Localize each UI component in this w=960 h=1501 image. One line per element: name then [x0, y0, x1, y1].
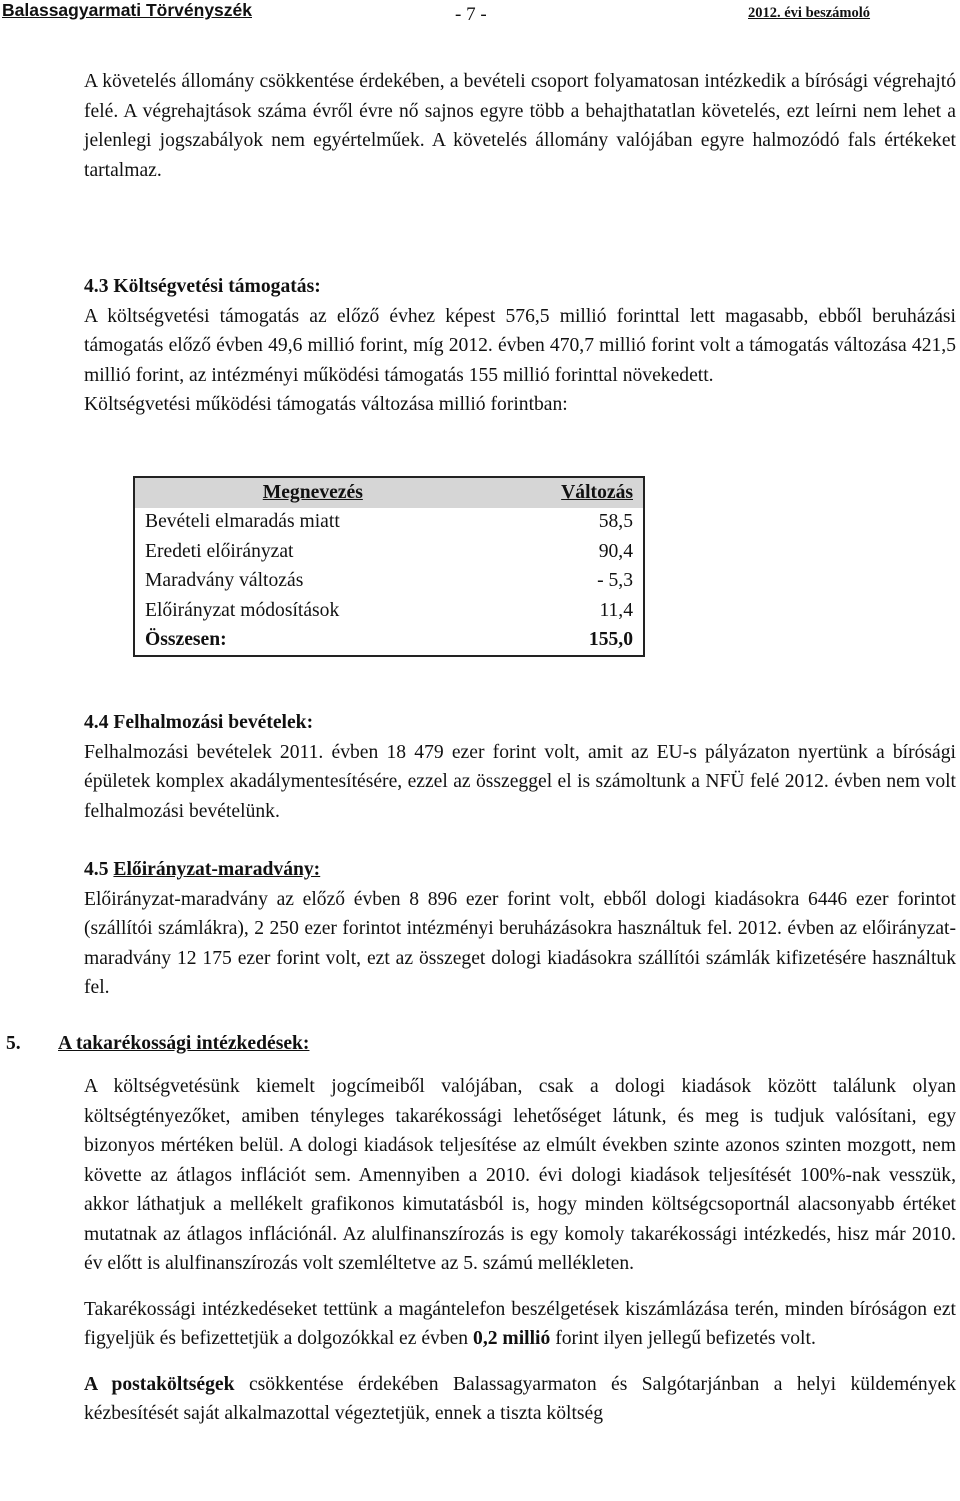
table-row	[134, 537, 644, 567]
section-4-3-paragraph: A költségvetési támogatás az előző évhez képest 576,5 millió forinttal lett magasabb, ebből beruházási támogatás előző évben 49,6 millió forint, míg 2012. évben 470,7 millió forint volt a támogatás változása 421,5 millió forint, az intézményi működési támogatás 155 millió forinttal növekedett.	[84, 305, 956, 386]
total-value: 155,0	[588, 629, 633, 651]
postage-text: csökkentése érdekében Balassagyarmaton és Salgótarjánban a helyi küldemények kézbesítését saját alkalmazottal végeztetjük, ennek a tiszta költség	[84, 1373, 957, 1424]
row-value: 90,4	[598, 540, 633, 562]
total-label: Összesen:	[145, 629, 227, 651]
section-5-paragraph-3	[84, 1370, 956, 1429]
column-header-name: Megnevezés	[134, 477, 491, 508]
row-value: 58,5	[598, 511, 633, 533]
section-5-body	[84, 1072, 956, 1429]
table-header-row	[134, 477, 644, 508]
column-header-change: Változás	[491, 477, 644, 508]
row-label: Előirányzat módosítások	[145, 599, 340, 621]
section-4-3-title: Költségvetési támogatás:	[113, 276, 321, 297]
intro-paragraph: A követelés állomány csökkentése érdekében, a bevételi csoport folyamatosan intézkedik a bírósági végrehajtó felé. A végrehajtások száma évről évre nő sajnos egyre több a behajthatatlan követelés, ezt leírni nem lehet a jelenlegi jogszabályok nem egyértelműek. A követelés állomány valójában egyre halmozódó fals értékeket tartalmaz.	[84, 71, 956, 181]
section-4-4-number: 4.4	[84, 712, 109, 733]
row-label: Bevételi elmaradás miatt	[145, 511, 340, 533]
table-row	[134, 508, 644, 538]
table-row	[134, 567, 644, 597]
page-header	[0, 0, 960, 24]
section-4-4-paragraph: Felhalmozási bevételek 2011. évben 18 479 ezer forint volt, amit az EU-s pályázaton nyertünk a bírósági épületek komplex akadálymentesítésére, ezzel az összeggel el is számoltunk a NFÜ felé 2012. évben nem volt felhalmozási bevételünk.	[84, 741, 956, 822]
section-4-5-heading	[84, 855, 956, 885]
table-intro: Költségvetési működési támogatás változása millió forintban:	[84, 394, 568, 415]
section-5-number: 5.	[6, 1033, 21, 1054]
section-4-5-paragraph: Előirányzat-maradvány az előző évben 8 896 ezer forint volt, ebből dologi kiadásokra 6446 ezer forintot (szállítói számlákra), 2 250 ezer forintot intézményi beruházásokra használtuk fel. 2012. évben az előirányzat-maradvány 12 175 ezer forint volt, ezt az összeget dologi kiadásokra szállítói számlák kifizetésére használtuk fel.	[84, 888, 956, 998]
phone-amount: 0,2 millió	[473, 1328, 551, 1349]
row-label: Eredeti előirányzat	[145, 540, 294, 562]
phone-text-end: forint ilyen jellegű befizetés volt.	[555, 1328, 816, 1349]
section-4-5-title: Előirányzat-maradvány:	[113, 859, 321, 880]
postage-lead: A postaköltségek	[84, 1373, 235, 1395]
section-4-4-title: Felhalmozási bevételek:	[113, 712, 314, 733]
phone-text-start: Takarékossági intézkedéseket tettünk a magántelefon beszélgetések kiszámlázása terén, minden bíróságon ezt figyeljük és befizettetjük a dolgozókkal ez évben	[84, 1298, 956, 1349]
row-value: - 5,3	[597, 570, 633, 592]
section-4-3	[84, 272, 956, 420]
section-5-paragraph-1: A költségvetésünk kiemelt jogcímeiből valójában, csak a dologi kiadások között találunk olyan költségtényezőket, amiben tényleges takarékossági lehetőséget látunk, és meg is tudjuk valósítani, egy bizonyos mértéken belül. A dologi kiadások teljesítése az elmúlt években szinte azonos szinten mozgott, nem követte az átlagos inflációt sem. Amennyiben a 2010. évi dologi kiadások teljesítését 100%-nak vesszük, akkor láthatjuk a mellékelt grafikonos kimutatásból is, hogy minden költségcsoportnál alacsonyabb értéket mutatnak az átlagos inflációnál. Az alulfinanszírozás is egy komoly takarékossági intézkedés, hisz már 2010. év előtt is alulfinanszírozás volt szemléltetve az 5. számú mellékleten.	[84, 1076, 956, 1274]
header-court-name: Balassagyarmati Törvényszék	[2, 0, 252, 20]
row-label: Maradvány változás	[145, 570, 304, 592]
section-4-5-number: 4.5	[84, 859, 109, 880]
header-page-number: - 7 -	[455, 4, 487, 25]
section-4-3-number: 4.3	[84, 276, 109, 297]
header-report-title: 2012. évi beszámoló	[748, 5, 871, 21]
table-row	[134, 596, 644, 626]
section-5-title: A takarékossági intézkedések:	[58, 1033, 310, 1054]
table-total-row	[134, 626, 644, 657]
section-4-3-heading	[84, 272, 956, 302]
section-4-4-heading	[84, 708, 956, 738]
section-4-4	[84, 708, 956, 826]
budget-change-table	[133, 476, 645, 657]
section-4-5	[84, 855, 956, 1003]
intro-section	[84, 67, 956, 185]
section-5-paragraph-2	[84, 1295, 956, 1354]
row-value: 11,4	[599, 599, 633, 621]
